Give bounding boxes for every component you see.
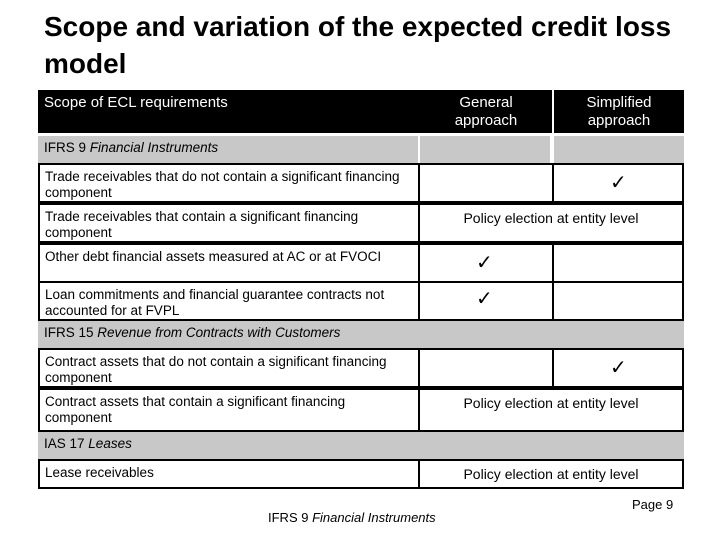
row-label: Contract assets that do not contain a significant financing component <box>40 350 420 386</box>
checkmark-icon: ✓ <box>476 250 493 274</box>
policy-election-text: Policy election at entity level <box>463 210 639 226</box>
row-contract-assets-no-financing <box>38 348 684 388</box>
row-label: Trade receivables that do not contain a significant financing component <box>40 165 420 201</box>
page-number: Page 9 <box>632 497 674 512</box>
policy-election-text: Policy election at entity level <box>463 466 639 482</box>
column-divider <box>552 283 554 319</box>
slide-title: Scope and variation of the expected credit loss model <box>44 11 672 79</box>
section-ias17-name: Leases <box>88 436 132 451</box>
section-ifrs9-general-bar <box>420 136 550 163</box>
row-trade-receivables-no-financing <box>38 163 684 203</box>
header-simplified-approach <box>554 90 684 133</box>
header-general-text: General approach <box>454 94 518 129</box>
column-divider <box>552 165 554 201</box>
checkmark-icon: ✓ <box>476 286 493 310</box>
column-divider <box>552 350 554 386</box>
section-ias17 <box>38 432 684 459</box>
header-simplified-text: Simplified approach <box>586 94 652 129</box>
section-ifrs15-prefix: IFRS 15 <box>44 325 94 340</box>
row-label: Loan commitments and financial guarantee contracts not accounted for at FVPL <box>40 283 420 319</box>
column-divider <box>552 245 554 281</box>
section-ifrs9 <box>38 136 418 163</box>
row-label: Other debt financial assets measured at AC or at FVOCI <box>40 245 420 281</box>
row-label: Contract assets that contain a significant financing component <box>40 390 420 430</box>
ecl-scope-table <box>38 90 684 482</box>
row-label: Trade receivables that contain a significant financing component <box>40 205 420 241</box>
header-general-approach <box>420 90 552 133</box>
checkmark-icon: ✓ <box>610 355 627 379</box>
footer-name: Financial Instruments <box>312 510 436 525</box>
footer-source <box>268 510 436 525</box>
section-ifrs9-prefix: IFRS 9 <box>44 140 87 155</box>
section-ifrs15-name: Revenue from Contracts with Customers <box>97 325 341 340</box>
section-ias17-prefix: IAS 17 <box>44 436 85 451</box>
row-label: Lease receivables <box>40 461 420 487</box>
row-contract-assets-with-financing <box>38 388 684 432</box>
row-lease-receivables <box>38 459 684 489</box>
section-ifrs15 <box>38 321 684 348</box>
checkmark-icon: ✓ <box>610 170 627 194</box>
policy-election-text: Policy election at entity level <box>463 395 639 411</box>
footer-prefix: IFRS 9 <box>268 510 309 525</box>
header-scope-label <box>38 90 420 133</box>
row-loan-commitments <box>38 281 684 321</box>
header-scope-text: Scope of ECL requirements <box>44 94 228 111</box>
row-other-debt-assets <box>38 243 684 283</box>
section-ifrs9-name: Financial Instruments <box>89 140 219 155</box>
section-ifrs9-simplified-bar <box>554 136 684 163</box>
row-trade-receivables-with-financing <box>38 203 684 243</box>
